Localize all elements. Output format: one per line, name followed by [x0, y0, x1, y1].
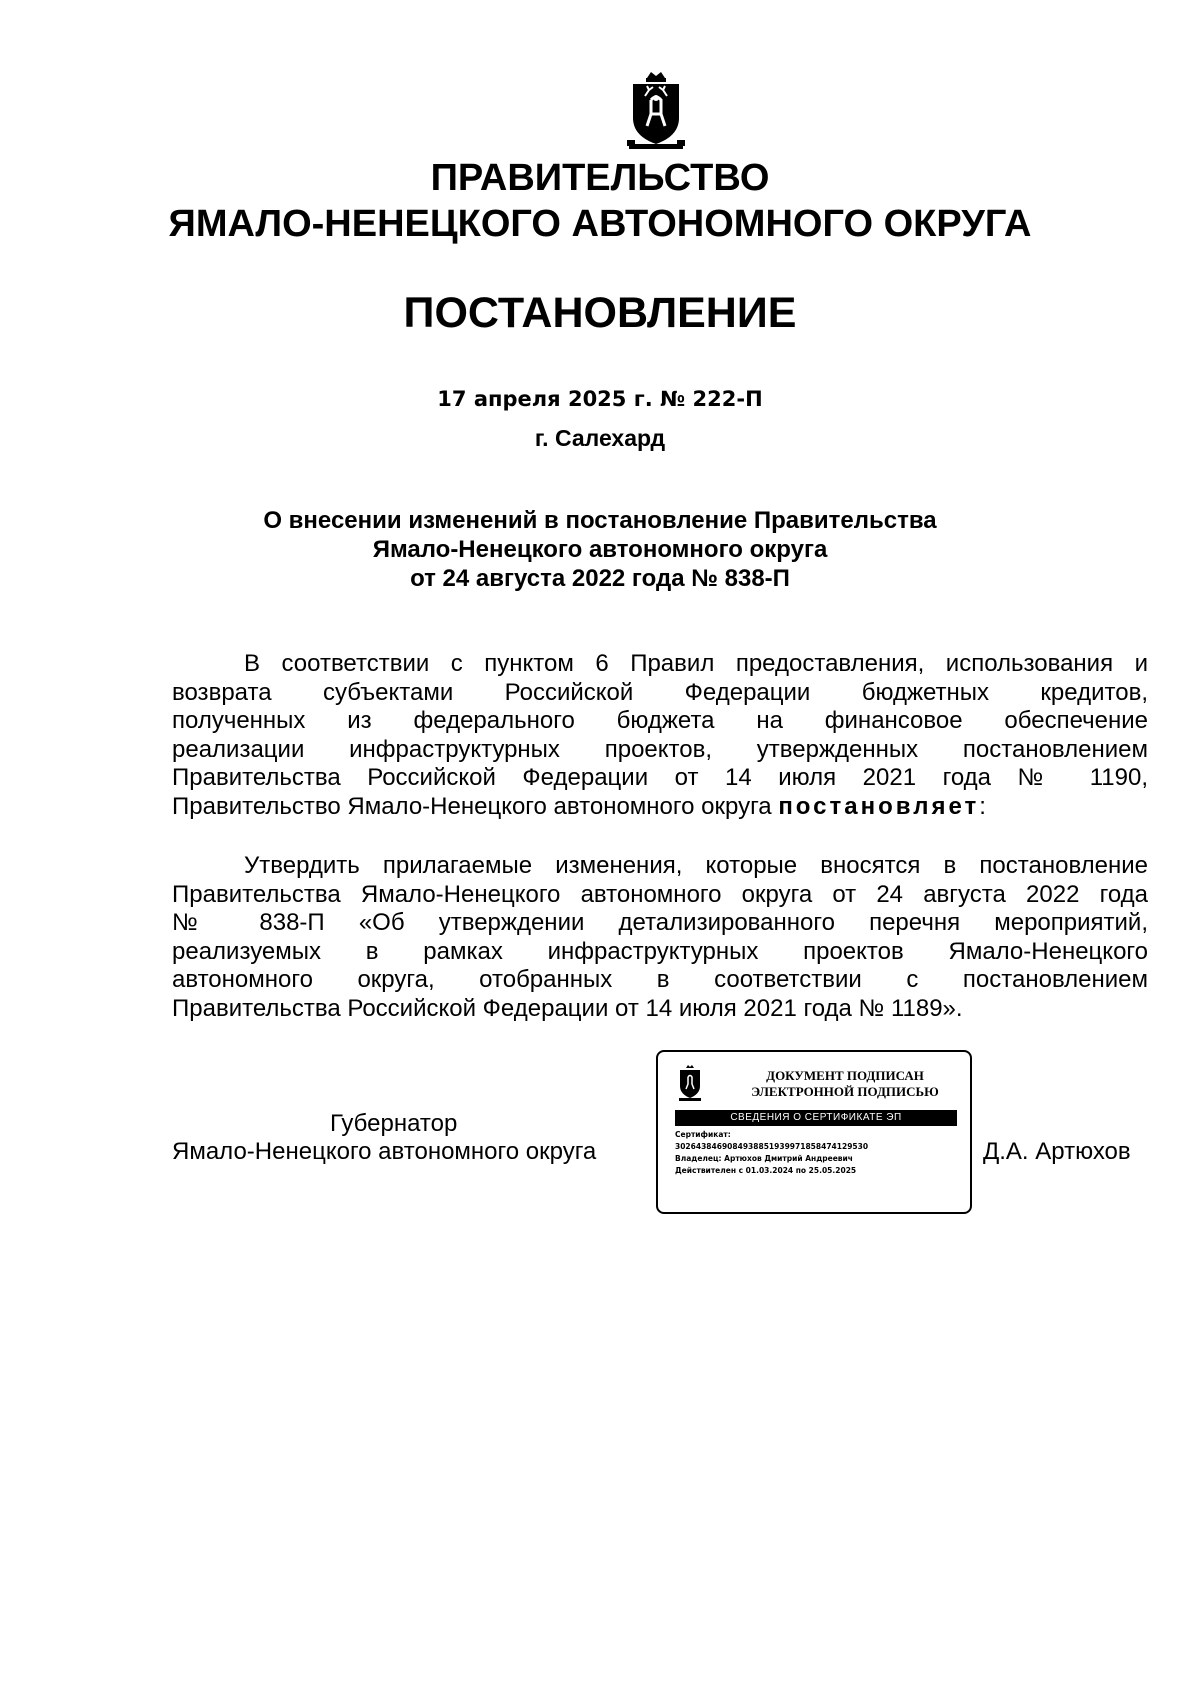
paragraph-line: Правительства Российской Федерации от 14 июля 2021 года № 1189». [172, 994, 963, 1022]
paragraph-line: № 838-П «Об утверждении детализированного перечня мероприятий, [172, 909, 1148, 936]
document-date: 17 апреля 2025 г. [437, 387, 653, 411]
org-name-line1: ПРАВИТЕЛЬСТВО [430, 157, 770, 199]
certificate-validity: Действителен с 01.03.2024 по 25.05.2025 [675, 1166, 857, 1175]
paragraph-line: В соответствии с пунктом 6 Правил предоставления, использования и [244, 650, 1148, 677]
document-type: ПОСТАНОВЛЕНИЕ [403, 289, 797, 337]
date-number-line [0, 385, 1200, 413]
paragraph-line: Правительства Российской Федерации от 14 июля 2021 года № 1190, [172, 764, 1148, 791]
paragraph-text: : [979, 792, 986, 820]
stamp-title: ДОКУМЕНТ ПОДПИСАН [766, 1068, 924, 1083]
signer-position-line2: Ямало-Ненецкого автономного округа [172, 1138, 597, 1165]
subject-line: от 24 августа 2022 года № 838-П [410, 565, 790, 592]
signer-position-line1: Губернатор [330, 1110, 458, 1137]
resolves-word: постановляет [778, 792, 980, 820]
electronic-signature-stamp [656, 1050, 972, 1214]
paragraph-line: возврата субъектами Российской Федерации бюджетных кредитов, [172, 678, 1148, 706]
certificate-number: 3026438469084938851939971858474129530 [675, 1142, 869, 1151]
certificate-label: Сертификат: [675, 1130, 731, 1139]
subject-line: Ямало-Ненецкого автономного округа [372, 536, 828, 563]
stamp-certificate-bar: СВЕДЕНИЯ О СЕРТИФИКАТЕ ЭП [675, 1110, 957, 1126]
stamp-title: ЭЛЕКТРОННОЙ ПОДПИСЬЮ [751, 1084, 939, 1099]
paragraph-line: реализуемых в рамках инфраструктурных проектов Ямало-Ненецкого [172, 937, 1148, 965]
paragraph-line: Утвердить прилагаемые изменения, которые вносятся в постановление [244, 852, 1148, 879]
coat-of-arms-icon [677, 1064, 703, 1102]
signer-name: Д.А. Артюхов [983, 1138, 1131, 1165]
paragraph-line: полученных из федерального бюджета на финансовое обеспечение [172, 707, 1148, 734]
document-subject [0, 506, 1200, 593]
paragraph-2 [172, 852, 1148, 1023]
coat-of-arms-icon [625, 70, 687, 152]
org-name-line2: ЯМАЛО-НЕНЕЦКОГО АВТОНОМНОГО ОКРУГА [168, 203, 1032, 245]
subject-line: О внесении изменений в постановление Правительства [263, 507, 937, 534]
document-number: № 222-П [659, 387, 763, 411]
paragraph-line: реализации инфраструктурных проектов, утвержденных постановлением [172, 735, 1148, 763]
certificate-owner: Владелец: Артюхов Дмитрий Андреевич [675, 1154, 853, 1163]
document-city: г. Салехард [534, 425, 666, 451]
paragraph-1 [172, 650, 1148, 821]
paragraph-line: автономного округа, отобранных в соответствии с постановлением [172, 966, 1148, 993]
paragraph-text: Правительство Ямало-Ненецкого автономного округа [172, 792, 779, 820]
paragraph-line [172, 793, 1148, 822]
paragraph-line: Правительства Ямало-Ненецкого автономного округа от 24 августа 2022 года [172, 880, 1148, 908]
